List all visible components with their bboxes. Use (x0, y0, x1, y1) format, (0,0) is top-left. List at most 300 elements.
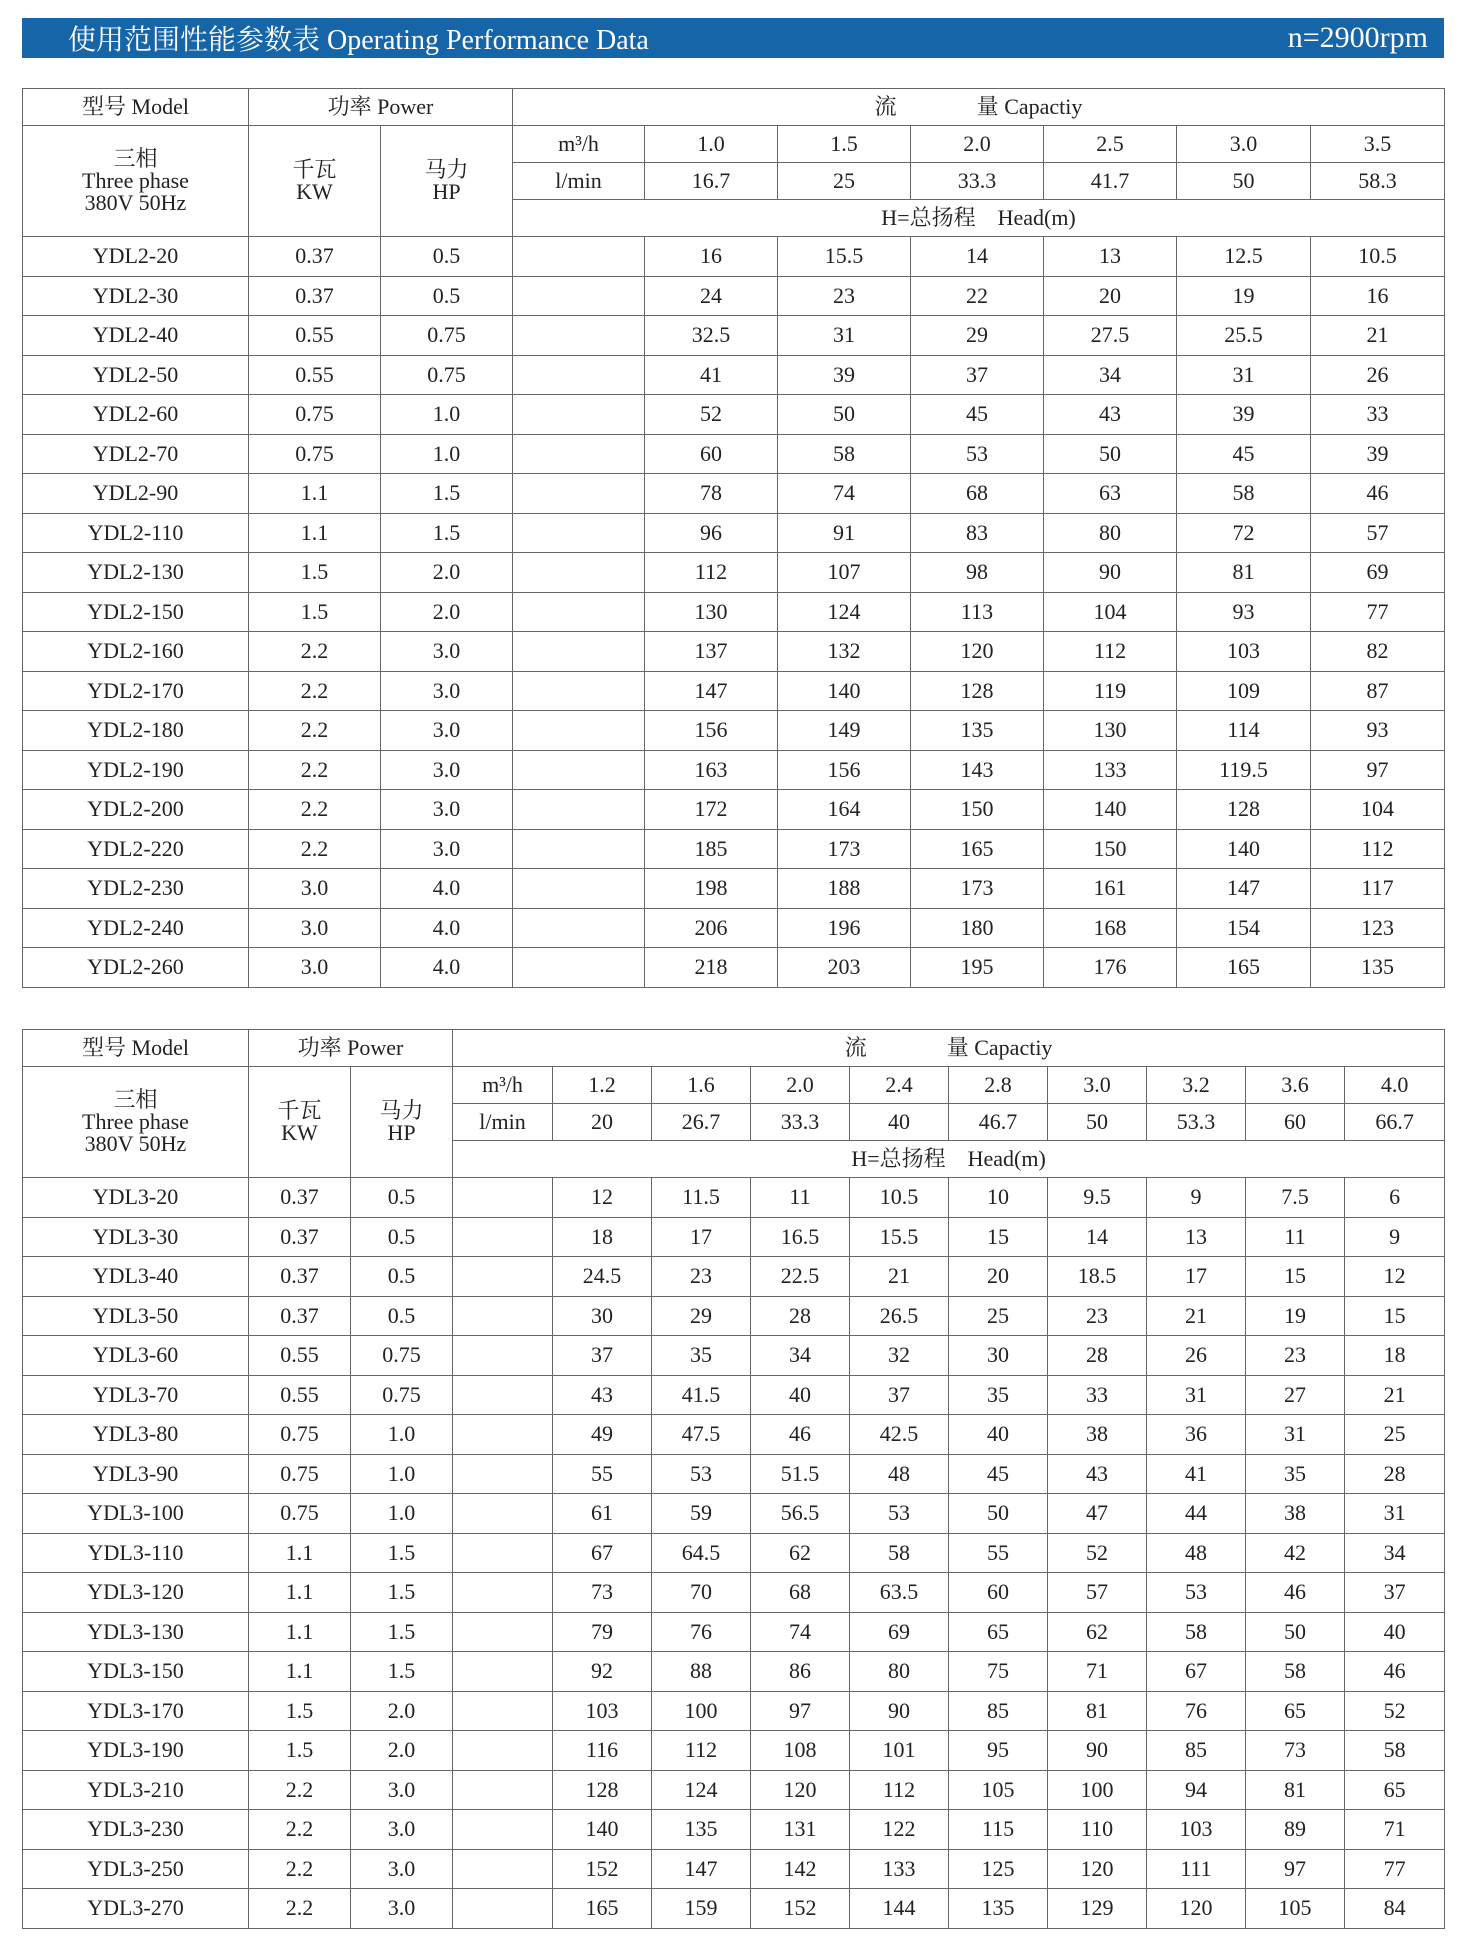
blank-cell (513, 592, 645, 632)
head-cell: 34 (1345, 1533, 1445, 1573)
head-cell: 163 (645, 750, 778, 790)
head-cell: 101 (850, 1731, 949, 1771)
head-cell: 19 (1177, 276, 1311, 316)
table-row (23, 1889, 1445, 1929)
head-cell: 76 (652, 1612, 751, 1652)
kw-cell: 0.55 (249, 316, 381, 356)
table-row (23, 829, 1445, 869)
model-cell: YDL2-220 (23, 829, 249, 869)
kw-cell: 1.5 (249, 1731, 351, 1771)
head-cell: 135 (911, 711, 1044, 751)
head-cell: 132 (778, 632, 911, 672)
head-cell: 73 (1246, 1731, 1345, 1771)
head-cell: 37 (850, 1375, 949, 1415)
table-row (23, 1652, 1445, 1692)
head-cell: 135 (1311, 948, 1445, 988)
model-cell: YDL2-180 (23, 711, 249, 751)
head-cell: 20 (949, 1257, 1048, 1297)
kw-cell: 2.2 (249, 1849, 351, 1889)
blank-cell (453, 1533, 553, 1573)
head-cell: 206 (645, 908, 778, 948)
head-cell: 47 (1048, 1494, 1147, 1534)
head-cell: 112 (1044, 632, 1177, 672)
flow-unit-lmin: l/min (513, 163, 645, 200)
model-cell: YDL2-130 (23, 553, 249, 593)
blank-cell (453, 1178, 553, 1218)
flow-m3h-cell: 2.0 (911, 126, 1044, 163)
head-cell: 52 (1345, 1691, 1445, 1731)
hp-cn: 马力 (379, 1098, 424, 1123)
speed-label: n=2900rpm (1287, 21, 1428, 54)
head-cell: 40 (949, 1415, 1048, 1455)
hp-cell: 3.0 (381, 829, 513, 869)
kw-cell: 0.55 (249, 1336, 351, 1376)
flow-m3h-cell: 3.0 (1177, 126, 1311, 163)
blank-cell (453, 1810, 553, 1850)
flow-m3h-cell: 2.4 (850, 1067, 949, 1104)
table-row (23, 1612, 1445, 1652)
capacity-cn-2: 量 (976, 94, 999, 119)
head-cell: 17 (652, 1217, 751, 1257)
head-cell: 38 (1246, 1494, 1345, 1534)
head-cell: 91 (778, 513, 911, 553)
head-cell: 76 (1147, 1691, 1246, 1731)
hp-cell: 4.0 (381, 908, 513, 948)
hp-cell: 3.0 (381, 790, 513, 830)
head-cell: 130 (1044, 711, 1177, 751)
head-cell: 114 (1177, 711, 1311, 751)
hp-cell: 0.5 (351, 1217, 453, 1257)
blank-cell (453, 1889, 553, 1929)
kw-cn: 千瓦 (292, 157, 337, 182)
head-cell: 196 (778, 908, 911, 948)
head-cell: 152 (553, 1849, 652, 1889)
head-cell: 11 (1246, 1217, 1345, 1257)
head-cell: 96 (645, 513, 778, 553)
hp-en: HP (387, 1120, 416, 1145)
head-cell: 36 (1147, 1415, 1246, 1455)
head-cell: 23 (778, 276, 911, 316)
flow-m3h-cell: 3.0 (1048, 1067, 1147, 1104)
blank-cell (513, 434, 645, 474)
table-row (23, 276, 1445, 316)
head-cell: 104 (1311, 790, 1445, 830)
head-cell: 9 (1345, 1217, 1445, 1257)
model-header: 型号 Model (23, 1030, 249, 1067)
head-cell: 58 (778, 434, 911, 474)
table-row (23, 790, 1445, 830)
head-cell: 44 (1147, 1494, 1246, 1534)
head-cell: 48 (1147, 1533, 1246, 1573)
table-row (23, 592, 1445, 632)
phase-cn: 三相 (113, 146, 158, 171)
hp-cell: 2.0 (351, 1691, 453, 1731)
head-cell: 112 (652, 1731, 751, 1771)
hp-header (381, 126, 513, 237)
kw-cell: 2.2 (249, 671, 381, 711)
head-cell: 120 (1048, 1849, 1147, 1889)
head-cell: 143 (911, 750, 1044, 790)
head-cell: 173 (911, 869, 1044, 909)
blank-cell (513, 553, 645, 593)
table-row (23, 671, 1445, 711)
head-cell: 112 (645, 553, 778, 593)
head-cell: 26 (1147, 1336, 1246, 1376)
head-header: H=总扬程 Head(m) (513, 200, 1445, 237)
kw-header (249, 126, 381, 237)
head-cell: 60 (645, 434, 778, 474)
flow-lmin-cell: 50 (1177, 163, 1311, 200)
head-cell: 46 (1345, 1652, 1445, 1692)
head-cell: 58 (1345, 1731, 1445, 1771)
head-cell: 58 (1147, 1612, 1246, 1652)
model-cell: YDL3-50 (23, 1296, 249, 1336)
head-cell: 21 (1311, 316, 1445, 356)
head-cell: 53 (1147, 1573, 1246, 1613)
phase-cell (23, 126, 249, 237)
table-row (23, 474, 1445, 514)
table-row (23, 553, 1445, 593)
head-cell: 7.5 (1246, 1178, 1345, 1218)
head-cell: 28 (1345, 1454, 1445, 1494)
kw-en: KW (281, 1120, 318, 1145)
head-cell: 147 (652, 1849, 751, 1889)
flow-lmin-cell: 60 (1246, 1104, 1345, 1141)
flow-lmin-cell: 33.3 (911, 163, 1044, 200)
head-cell: 68 (911, 474, 1044, 514)
head-cell: 43 (1044, 395, 1177, 435)
hp-header (351, 1067, 453, 1178)
flow-lmin-cell: 46.7 (949, 1104, 1048, 1141)
head-cell: 16.5 (751, 1217, 850, 1257)
head-cell: 41 (1147, 1454, 1246, 1494)
head-cell: 32 (850, 1336, 949, 1376)
capacity-cn-1: 流 (874, 94, 897, 119)
flow-lmin-cell: 40 (850, 1104, 949, 1141)
kw-cell: 3.0 (249, 869, 381, 909)
head-cell: 81 (1048, 1691, 1147, 1731)
head-cell: 103 (553, 1691, 652, 1731)
blank-cell (513, 237, 645, 277)
head-cell: 20 (1044, 276, 1177, 316)
hp-cell: 1.0 (351, 1454, 453, 1494)
head-cell: 9 (1147, 1178, 1246, 1218)
head-cell: 21 (850, 1257, 949, 1297)
head-cell: 10.5 (1311, 237, 1445, 277)
kw-cell: 0.55 (249, 355, 381, 395)
flow-unit-m3h: m³/h (453, 1067, 553, 1104)
head-cell: 120 (911, 632, 1044, 672)
head-cell: 95 (949, 1731, 1048, 1771)
head-cell: 135 (652, 1810, 751, 1850)
head-cell: 56.5 (751, 1494, 850, 1534)
kw-cell: 3.0 (249, 948, 381, 988)
head-cell: 18 (553, 1217, 652, 1257)
head-cell: 173 (778, 829, 911, 869)
head-cell: 81 (1177, 553, 1311, 593)
head-cell: 103 (1147, 1810, 1246, 1850)
head-cell: 25 (949, 1296, 1048, 1336)
head-cell: 119 (1044, 671, 1177, 711)
head-cell: 52 (645, 395, 778, 435)
hp-cell: 3.0 (351, 1810, 453, 1850)
flow-m3h-cell: 2.8 (949, 1067, 1048, 1104)
head-cell: 73 (553, 1573, 652, 1613)
blank-cell (513, 513, 645, 553)
head-cell: 109 (1177, 671, 1311, 711)
head-cell: 63 (1044, 474, 1177, 514)
table-row (23, 355, 1445, 395)
head-cell: 31 (1147, 1375, 1246, 1415)
model-cell: YDL3-230 (23, 1810, 249, 1850)
head-cell: 111 (1147, 1849, 1246, 1889)
head-cell: 22.5 (751, 1257, 850, 1297)
hp-cell: 0.75 (381, 316, 513, 356)
head-cell: 33 (1048, 1375, 1147, 1415)
head-cell: 30 (949, 1336, 1048, 1376)
blank-cell (453, 1494, 553, 1534)
head-cell: 31 (1345, 1494, 1445, 1534)
head-cell: 49 (553, 1415, 652, 1455)
head-cell: 156 (645, 711, 778, 751)
head-cell: 24 (645, 276, 778, 316)
head-cell: 88 (652, 1652, 751, 1692)
head-cell: 90 (1048, 1731, 1147, 1771)
model-cell: YDL3-60 (23, 1336, 249, 1376)
model-cell: YDL2-110 (23, 513, 249, 553)
head-cell: 140 (553, 1810, 652, 1850)
head-cell: 104 (1044, 592, 1177, 632)
head-cell: 27 (1246, 1375, 1345, 1415)
flow-lmin-cell: 41.7 (1044, 163, 1177, 200)
head-cell: 198 (645, 869, 778, 909)
model-cell: YDL2-20 (23, 237, 249, 277)
flow-lmin-cell: 20 (553, 1104, 652, 1141)
table-row (23, 1533, 1445, 1573)
model-cell: YDL2-190 (23, 750, 249, 790)
voltage: 380V 50Hz (84, 1131, 187, 1156)
head-cell: 50 (949, 1494, 1048, 1534)
head-cell: 129 (1048, 1889, 1147, 1929)
head-cell: 31 (1246, 1415, 1345, 1455)
kw-cell: 2.2 (249, 1889, 351, 1929)
head-cell: 45 (911, 395, 1044, 435)
kw-cell: 3.0 (249, 908, 381, 948)
hp-cell: 1.0 (381, 395, 513, 435)
model-header: 型号 Model (23, 89, 249, 126)
model-cell: YDL3-30 (23, 1217, 249, 1257)
model-cell: YDL2-230 (23, 869, 249, 909)
head-cell: 98 (911, 553, 1044, 593)
head-cell: 78 (645, 474, 778, 514)
head-cell: 16 (645, 237, 778, 277)
head-cell: 61 (553, 1494, 652, 1534)
head-cell: 12 (1345, 1257, 1445, 1297)
head-cell: 53 (911, 434, 1044, 474)
head-cell: 140 (778, 671, 911, 711)
head-cell: 100 (1048, 1770, 1147, 1810)
blank-cell (513, 355, 645, 395)
kw-cell: 1.1 (249, 513, 381, 553)
flow-m3h-cell: 3.5 (1311, 126, 1445, 163)
model-cell: YDL3-20 (23, 1178, 249, 1218)
head-cell: 128 (911, 671, 1044, 711)
hp-cell: 1.0 (351, 1415, 453, 1455)
model-cell: YDL3-80 (23, 1415, 249, 1455)
head-cell: 116 (553, 1731, 652, 1771)
blank-cell (453, 1257, 553, 1297)
head-cell: 85 (1147, 1731, 1246, 1771)
capacity-en: Capactiy (974, 1035, 1053, 1060)
model-cell: YDL2-160 (23, 632, 249, 672)
table-row (23, 711, 1445, 751)
model-cell: YDL2-240 (23, 908, 249, 948)
kw-cell: 2.2 (249, 1770, 351, 1810)
head-cell: 176 (1044, 948, 1177, 988)
head-cell: 90 (1044, 553, 1177, 593)
head-cell: 45 (1177, 434, 1311, 474)
head-cell: 52 (1048, 1533, 1147, 1573)
hp-cell: 1.5 (351, 1612, 453, 1652)
hp-cell: 2.0 (351, 1731, 453, 1771)
kw-cell: 0.37 (249, 1217, 351, 1257)
blank-cell (513, 316, 645, 356)
head-cell: 68 (751, 1573, 850, 1613)
head-cell: 130 (645, 592, 778, 632)
table-row (23, 1849, 1445, 1889)
head-cell: 168 (1044, 908, 1177, 948)
head-cell: 48 (850, 1454, 949, 1494)
head-cell: 150 (1044, 829, 1177, 869)
head-cell: 13 (1147, 1217, 1246, 1257)
head-cell: 23 (1246, 1336, 1345, 1376)
capacity-header (513, 89, 1445, 126)
kw-header (249, 1067, 351, 1178)
head-cell: 45 (949, 1454, 1048, 1494)
head-cell: 188 (778, 869, 911, 909)
head-cell: 82 (1311, 632, 1445, 672)
model-cell: YDL3-250 (23, 1849, 249, 1889)
head-cell: 38 (1048, 1415, 1147, 1455)
head-cell: 42.5 (850, 1415, 949, 1455)
kw-cell: 0.37 (249, 1296, 351, 1336)
head-cell: 34 (751, 1336, 850, 1376)
head-cell: 159 (652, 1889, 751, 1929)
hp-cell: 1.0 (381, 434, 513, 474)
table-row (23, 750, 1445, 790)
hp-cell: 0.75 (381, 355, 513, 395)
head-cell: 13 (1044, 237, 1177, 277)
head-cell: 86 (751, 1652, 850, 1692)
hp-en: HP (432, 179, 461, 204)
blank-cell (453, 1691, 553, 1731)
capacity-header (453, 1030, 1445, 1067)
head-cell: 165 (553, 1889, 652, 1929)
blank-cell (513, 276, 645, 316)
flow-lmin-cell: 16.7 (645, 163, 778, 200)
head-cell: 97 (1246, 1849, 1345, 1889)
head-cell: 108 (751, 1731, 850, 1771)
head-cell: 131 (751, 1810, 850, 1850)
flow-m3h-cell: 1.0 (645, 126, 778, 163)
head-cell: 147 (645, 671, 778, 711)
model-cell: YDL3-190 (23, 1731, 249, 1771)
blank-cell (453, 1415, 553, 1455)
blank-cell (513, 750, 645, 790)
model-cell: YDL2-170 (23, 671, 249, 711)
table-row (23, 434, 1445, 474)
blank-cell (513, 829, 645, 869)
head-cell: 156 (778, 750, 911, 790)
head-cell: 185 (645, 829, 778, 869)
head-cell: 50 (778, 395, 911, 435)
kw-cell: 1.1 (249, 474, 381, 514)
blank-cell (453, 1217, 553, 1257)
flow-m3h-cell: 1.2 (553, 1067, 652, 1104)
flow-lmin-cell: 33.3 (751, 1104, 850, 1141)
kw-cell: 0.75 (249, 434, 381, 474)
head-cell: 21 (1345, 1375, 1445, 1415)
blank-cell (453, 1296, 553, 1336)
head-cell: 97 (751, 1691, 850, 1731)
hp-cell: 0.5 (351, 1178, 453, 1218)
kw-cell: 1.1 (249, 1612, 351, 1652)
head-cell: 43 (553, 1375, 652, 1415)
model-cell: YDL3-130 (23, 1612, 249, 1652)
head-cell: 40 (1345, 1612, 1445, 1652)
header-banner (22, 18, 1444, 58)
head-cell: 87 (1311, 671, 1445, 711)
table-row (23, 513, 1445, 553)
head-cell: 123 (1311, 908, 1445, 948)
head-cell: 70 (652, 1573, 751, 1613)
head-cell: 39 (1177, 395, 1311, 435)
capacity-cn-1: 流 (844, 1035, 867, 1060)
model-cell: YDL3-210 (23, 1770, 249, 1810)
hp-cell: 4.0 (381, 948, 513, 988)
head-cell: 14 (911, 237, 1044, 277)
head-cell: 26.5 (850, 1296, 949, 1336)
head-cell: 115 (949, 1810, 1048, 1850)
head-cell: 144 (850, 1889, 949, 1929)
head-cell: 31 (1177, 355, 1311, 395)
model-cell: YDL2-30 (23, 276, 249, 316)
head-cell: 39 (778, 355, 911, 395)
blank-cell (453, 1454, 553, 1494)
head-cell: 81 (1246, 1770, 1345, 1810)
flow-unit-m3h: m³/h (513, 126, 645, 163)
blank-cell (453, 1770, 553, 1810)
head-cell: 128 (553, 1770, 652, 1810)
hp-cell: 3.0 (351, 1889, 453, 1929)
head-cell: 165 (911, 829, 1044, 869)
head-cell: 94 (1147, 1770, 1246, 1810)
flow-m3h-cell: 3.2 (1147, 1067, 1246, 1104)
table-row (23, 908, 1445, 948)
hp-cell: 0.5 (381, 237, 513, 277)
kw-cell: 1.5 (249, 1691, 351, 1731)
head-cell: 133 (850, 1849, 949, 1889)
head-cell: 67 (1147, 1652, 1246, 1692)
model-cell: YDL3-100 (23, 1494, 249, 1534)
flow-m3h-cell: 1.6 (652, 1067, 751, 1104)
head-cell: 89 (1246, 1810, 1345, 1850)
kw-cn: 千瓦 (277, 1098, 322, 1123)
table-row (23, 1573, 1445, 1613)
head-cell: 40 (751, 1375, 850, 1415)
head-cell: 35 (1246, 1454, 1345, 1494)
head-cell: 23 (1048, 1296, 1147, 1336)
